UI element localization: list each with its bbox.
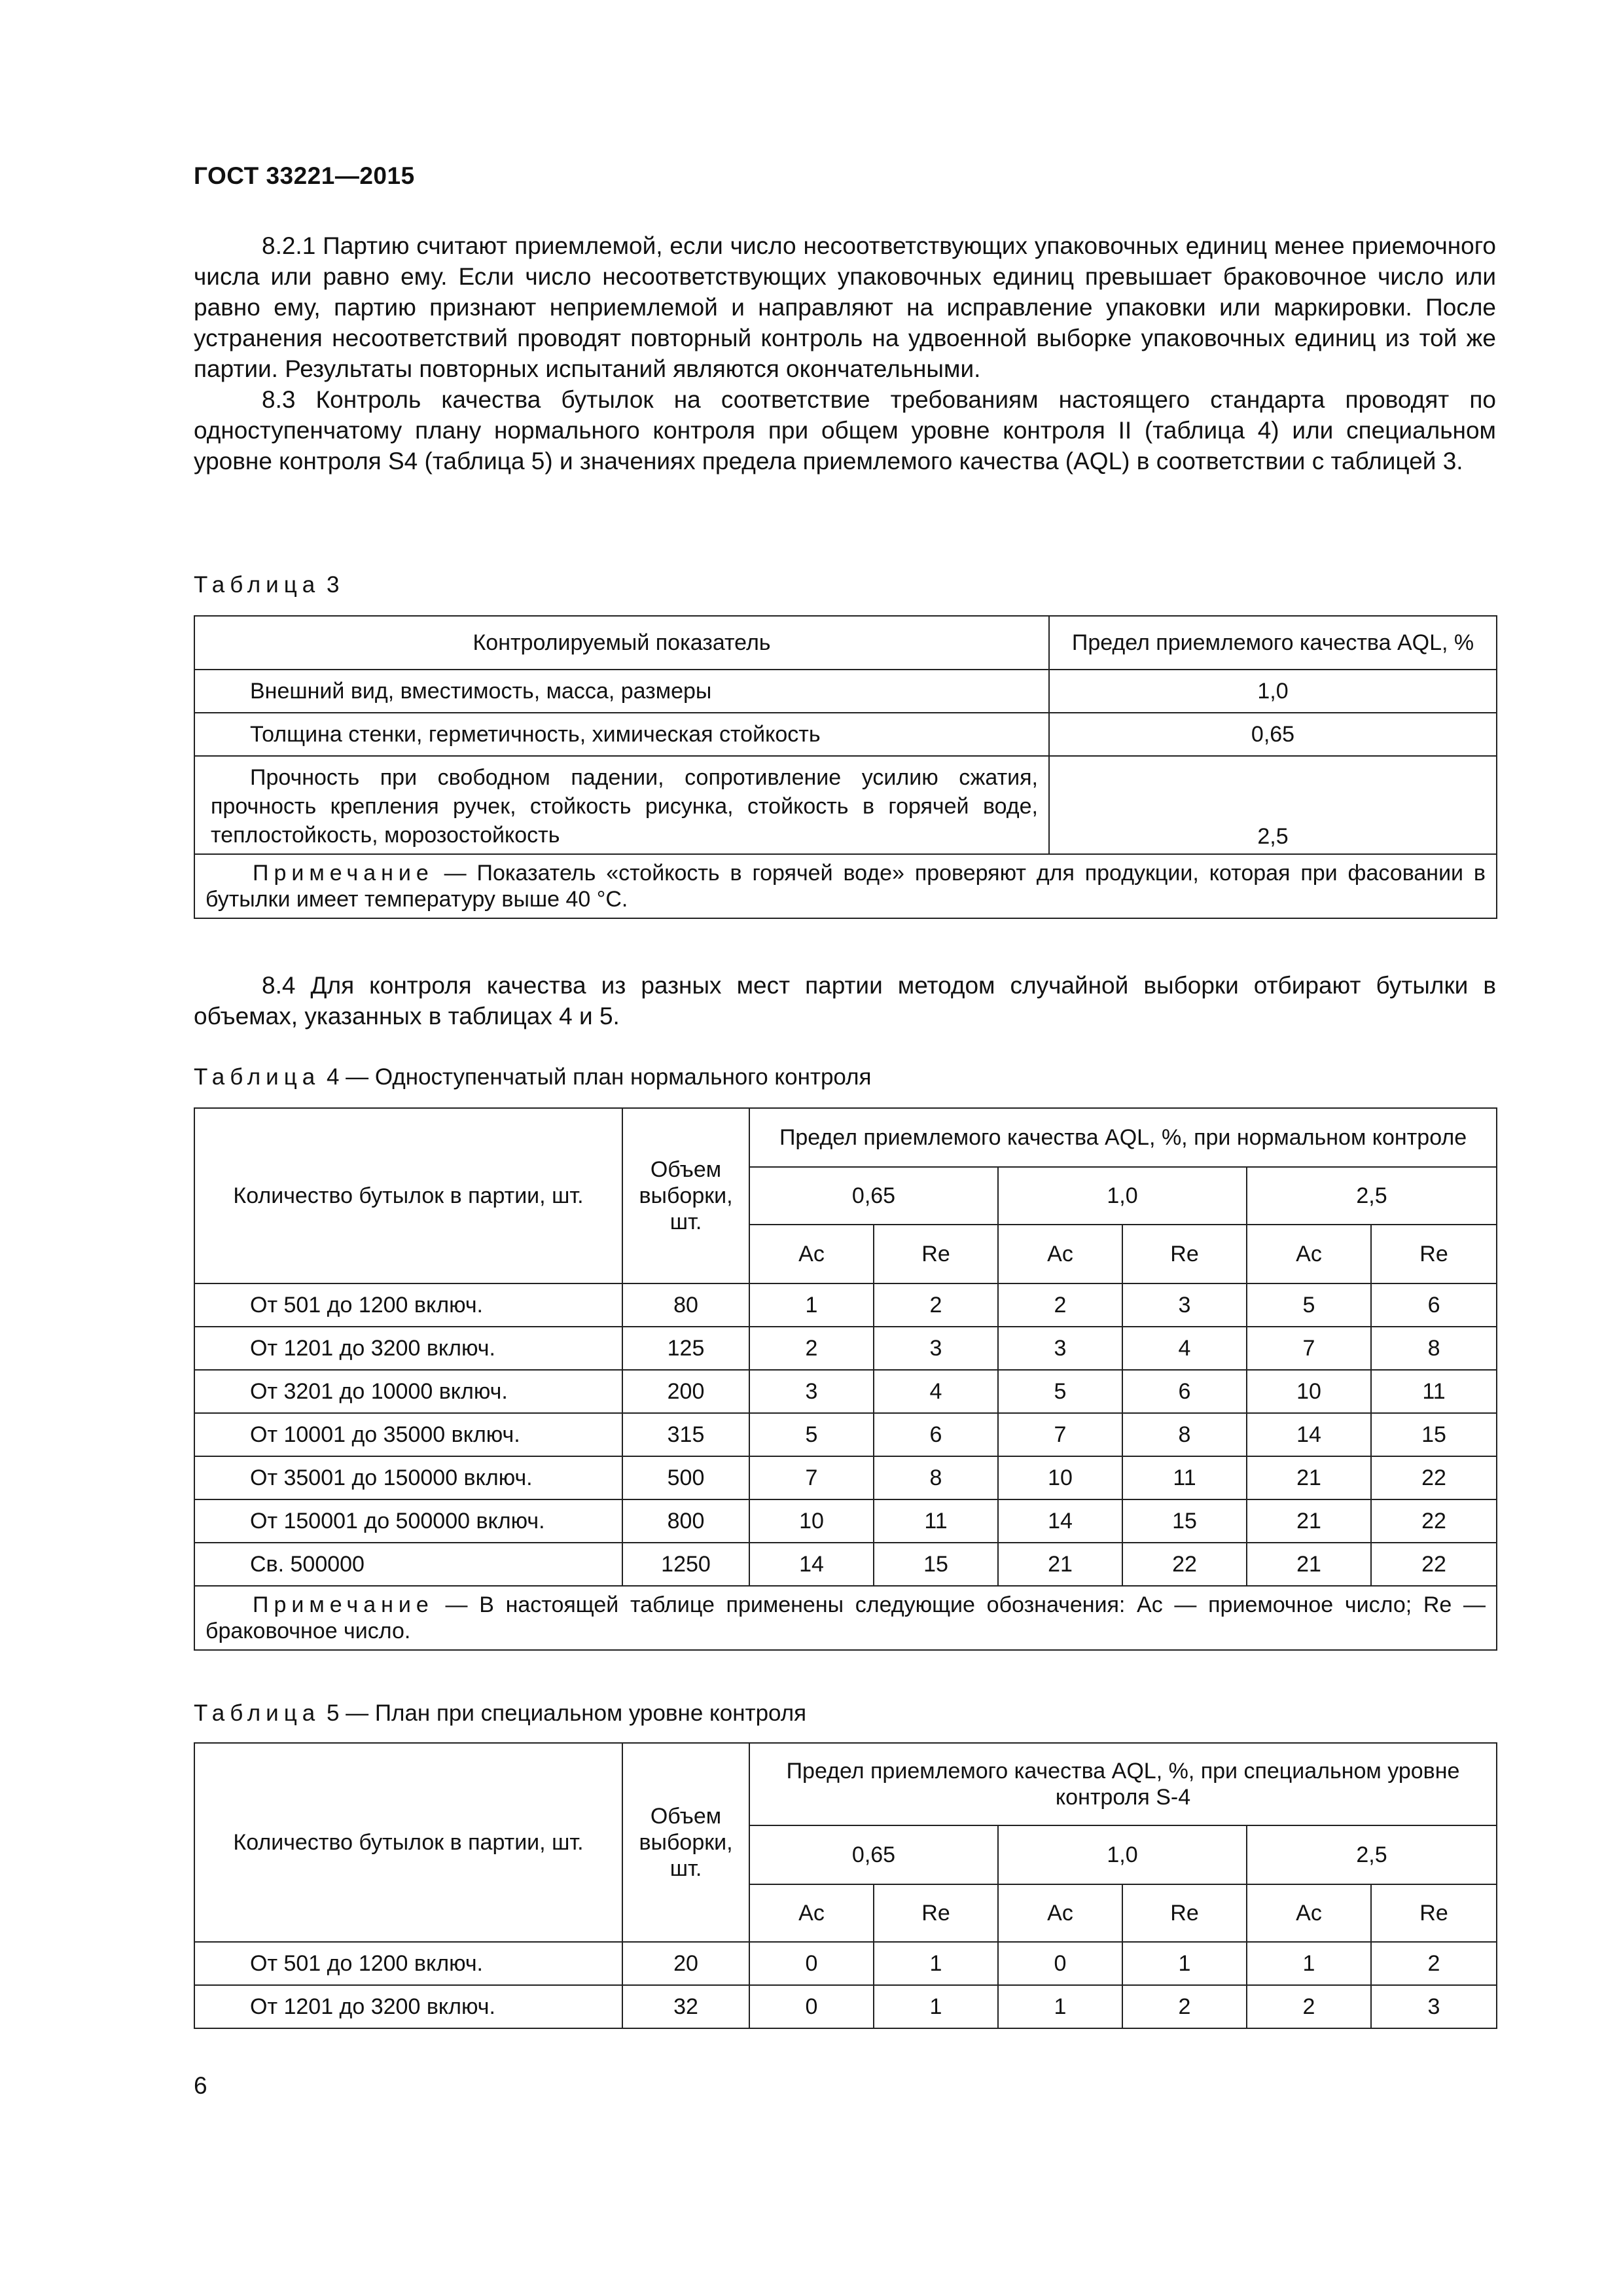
table-4-sample: 80 — [622, 1283, 749, 1327]
table-4-value: 3 — [749, 1370, 874, 1413]
table-4-value: 8 — [874, 1456, 998, 1499]
table-4-value: 7 — [998, 1413, 1122, 1456]
table-5-value: 0 — [749, 1942, 874, 1985]
table-3-indicator: Прочность при свободном падении, сопротивление усилию сжатия, прочность крепления ручек, стойкость рисунка, стойкость в горячей воде, теплостойкость, морозостойкость — [194, 756, 1049, 854]
table-4-re-header: Re — [1371, 1225, 1497, 1283]
table-3-aql: 2,5 — [1049, 756, 1497, 854]
table-4-value: 21 — [1247, 1499, 1371, 1543]
table-4-value: 22 — [1371, 1543, 1497, 1586]
table-4-aql-level: 2,5 — [1247, 1167, 1497, 1225]
table-row — [194, 1942, 1497, 1985]
table-4-note-row — [194, 1586, 1497, 1650]
table-4-value: 7 — [749, 1456, 874, 1499]
table-5-re-header: Re — [1371, 1884, 1497, 1942]
table-4-value: 1 — [749, 1283, 874, 1327]
table-5-value: 0 — [998, 1942, 1122, 1985]
table-4-sample: 125 — [622, 1327, 749, 1370]
table-4-value: 2 — [749, 1327, 874, 1370]
table-5-value: 1 — [874, 1985, 998, 2028]
table-5-value: 3 — [1371, 1985, 1497, 2028]
table-row — [194, 1543, 1497, 1586]
section-8-4 — [194, 970, 1496, 1031]
table-4-qty: От 35001 до 150000 включ. — [194, 1456, 622, 1499]
table-4-caption-rest: 4 — Одноступенчатый план нормального контроля — [326, 1064, 872, 1090]
section-8-2-8-3 — [194, 230, 1496, 476]
table-5-caption-rest: 5 — План при специальном уровне контроля — [326, 1700, 807, 1726]
table-4-value: 6 — [874, 1413, 998, 1456]
table-4-note — [194, 1586, 1497, 1650]
table-5-value: 2 — [1371, 1942, 1497, 1985]
note-text: — В настоящей таблице применены следующие обозначения: Ac — приемочное число; Re — браковочное число. — [205, 1592, 1486, 1643]
table-4-ac-header: Ac — [1247, 1225, 1371, 1283]
table-4-aql-level: 0,65 — [749, 1167, 998, 1225]
table-row — [194, 1456, 1497, 1499]
table-4-value: 15 — [874, 1543, 998, 1586]
table-5-qty: От 1201 до 3200 включ. — [194, 1985, 622, 2028]
note-label: Примечание — [253, 1592, 434, 1617]
table-4-qty: От 10001 до 35000 включ. — [194, 1413, 622, 1456]
table-4-sample: 1250 — [622, 1543, 749, 1586]
table-row — [194, 1985, 1497, 2028]
table-4-value: 21 — [998, 1543, 1122, 1586]
table-5-ac-header: Ac — [1247, 1884, 1371, 1942]
table-row — [194, 1370, 1497, 1413]
table-4-header-qty: Количество бутылок в партии, шт. — [194, 1108, 622, 1283]
table-5-value: 2 — [1122, 1985, 1247, 2028]
page-number: 6 — [194, 2072, 207, 2099]
table-4-sample: 200 — [622, 1370, 749, 1413]
table-5-sample: 20 — [622, 1942, 749, 1985]
table-3-aql: 1,0 — [1049, 670, 1497, 713]
table-4-ac-header: Ac — [749, 1225, 874, 1283]
table-row — [194, 1283, 1497, 1327]
table-3-header-indicator: Контролируемый показатель — [194, 616, 1049, 670]
table-4-re-header: Re — [1122, 1225, 1247, 1283]
table-4-value: 21 — [1247, 1456, 1371, 1499]
table-4-value: 10 — [998, 1456, 1122, 1499]
table-4-value: 22 — [1371, 1499, 1497, 1543]
table-4-value: 4 — [1122, 1327, 1247, 1370]
note-label: Примечание — [253, 861, 434, 886]
table-4-qty: От 1201 до 3200 включ. — [194, 1327, 622, 1370]
table-5 — [194, 1742, 1497, 2029]
table-4-value: 6 — [1371, 1283, 1497, 1327]
table-4-value: 2 — [998, 1283, 1122, 1327]
table-4-value: 14 — [1247, 1413, 1371, 1456]
table-row — [194, 1413, 1497, 1456]
table-4-re-header: Re — [874, 1225, 998, 1283]
table-4-value: 6 — [1122, 1370, 1247, 1413]
table-row — [194, 1327, 1497, 1370]
table-5-value: 1 — [1122, 1942, 1247, 1985]
document-code: ГОСТ 33221—2015 — [194, 162, 415, 189]
table-5-header-aql: Предел приемлемого качества AQL, %, при специальном уровне контроля S-4 — [749, 1743, 1497, 1825]
table-5-caption-word: Таблица — [194, 1700, 321, 1726]
table-3-caption — [194, 571, 339, 600]
table-5-ac-header: Ac — [749, 1884, 874, 1942]
table-4-value: 15 — [1122, 1499, 1247, 1543]
table-4-sample: 500 — [622, 1456, 749, 1499]
table-4-value: 11 — [1371, 1370, 1497, 1413]
table-4-value: 14 — [749, 1543, 874, 1586]
table-4-value: 10 — [1247, 1370, 1371, 1413]
table-4-value: 4 — [874, 1370, 998, 1413]
paragraph-8-3: 8.3 Контроль качества бутылок на соответствие требованиям настоящего стандарта проводят по одноступенчатому плану нормального контроля при общем уровне контроля II (таблица 4) или специальном уровне контроля S4 (таблица 5) и значениях предела приемлемого качества (AQL) в соответствии с таблицей 3. — [194, 386, 1496, 475]
table-5-value: 1 — [998, 1985, 1122, 2028]
table-5-qty: От 501 до 1200 включ. — [194, 1942, 622, 1985]
table-row — [194, 713, 1497, 756]
table-4-header-sample: Объем выборки, шт. — [622, 1108, 749, 1283]
table-4-ac-header: Ac — [998, 1225, 1122, 1283]
table-4-value: 11 — [1122, 1456, 1247, 1499]
table-3-caption-word: Таблица — [194, 572, 321, 598]
table-5-re-header: Re — [1122, 1884, 1247, 1942]
table-5-value: 2 — [1247, 1985, 1371, 2028]
table-4 — [194, 1107, 1497, 1651]
table-3-caption-number: 3 — [326, 572, 340, 598]
table-4-qty: Св. 500000 — [194, 1543, 622, 1586]
table-4-value: 8 — [1122, 1413, 1247, 1456]
table-4-value: 3 — [874, 1327, 998, 1370]
table-5-value: 0 — [749, 1985, 874, 2028]
table-4-value: 22 — [1122, 1543, 1247, 1586]
table-5-aql-level: 0,65 — [749, 1825, 998, 1884]
paragraph-8-2-1: 8.2.1 Партию считают приемлемой, если число несоответствующих упаковочных единиц менее приемочного числа или равно ему. Если число несоответствующих упаковочных единиц превышает браковочное число или равно ему, партию признают неприемлемой и направляют на исправление упаковки или маркировки. После устранения несоответствий проводят повторный контроль на удвоенной выборке упаковочных единиц из той же партии. Результаты повторных испытаний являются окончательными. — [194, 232, 1496, 382]
table-3-header-aql: Предел приемлемого качества AQL, % — [1049, 616, 1497, 670]
table-4-value: 5 — [1247, 1283, 1371, 1327]
table-4-value: 10 — [749, 1499, 874, 1543]
table-5-sample: 32 — [622, 1985, 749, 2028]
table-3-note-row — [194, 854, 1497, 918]
table-4-value: 3 — [1122, 1283, 1247, 1327]
table-4-value: 3 — [998, 1327, 1122, 1370]
table-4-value: 11 — [874, 1499, 998, 1543]
table-5-value: 1 — [1247, 1942, 1371, 1985]
table-5-value: 1 — [874, 1942, 998, 1985]
note-text: — Показатель «стойкость в горячей воде» проверяют для продукции, которая при фасовании в бутылки имеет температуру выше 40 °C. — [205, 861, 1486, 912]
table-4-sample: 800 — [622, 1499, 749, 1543]
table-4-value: 5 — [749, 1413, 874, 1456]
table-row — [194, 756, 1497, 854]
table-4-value: 21 — [1247, 1543, 1371, 1586]
table-5-caption — [194, 1699, 806, 1728]
table-4-header-aql: Предел приемлемого качества AQL, %, при нормальном контроле — [749, 1108, 1497, 1167]
table-3-indicator: Внешний вид, вместимость, масса, размеры — [194, 670, 1049, 713]
table-4-aql-level: 1,0 — [998, 1167, 1247, 1225]
table-4-value: 7 — [1247, 1327, 1371, 1370]
table-row — [194, 670, 1497, 713]
table-5-re-header: Re — [874, 1884, 998, 1942]
table-4-value: 15 — [1371, 1413, 1497, 1456]
table-4-caption — [194, 1063, 872, 1092]
table-5-aql-level: 2,5 — [1247, 1825, 1497, 1884]
table-5-ac-header: Ac — [998, 1884, 1122, 1942]
table-4-value: 22 — [1371, 1456, 1497, 1499]
table-3-indicator: Толщина стенки, герметичность, химическая стойкость — [194, 713, 1049, 756]
table-3-aql: 0,65 — [1049, 713, 1497, 756]
table-5-header-qty: Количество бутылок в партии, шт. — [194, 1743, 622, 1942]
table-5-header-sample: Объем выборки, шт. — [622, 1743, 749, 1942]
table-4-qty: От 501 до 1200 включ. — [194, 1283, 622, 1327]
table-3-note — [194, 854, 1497, 918]
table-row — [194, 1499, 1497, 1543]
table-4-value: 5 — [998, 1370, 1122, 1413]
table-4-sample: 315 — [622, 1413, 749, 1456]
paragraph-8-4: 8.4 Для контроля качества из разных мест партии методом случайной выборки отбирают бутылки в объемах, указанных в таблицах 4 и 5. — [194, 972, 1496, 1030]
table-3-header-row — [194, 616, 1497, 670]
table-3 — [194, 615, 1497, 919]
table-4-caption-word: Таблица — [194, 1064, 321, 1090]
table-4-value: 14 — [998, 1499, 1122, 1543]
table-4-qty: От 150001 до 500000 включ. — [194, 1499, 622, 1543]
table-4-value: 2 — [874, 1283, 998, 1327]
table-4-value: 8 — [1371, 1327, 1497, 1370]
table-5-aql-level: 1,0 — [998, 1825, 1247, 1884]
table-4-qty: От 3201 до 10000 включ. — [194, 1370, 622, 1413]
